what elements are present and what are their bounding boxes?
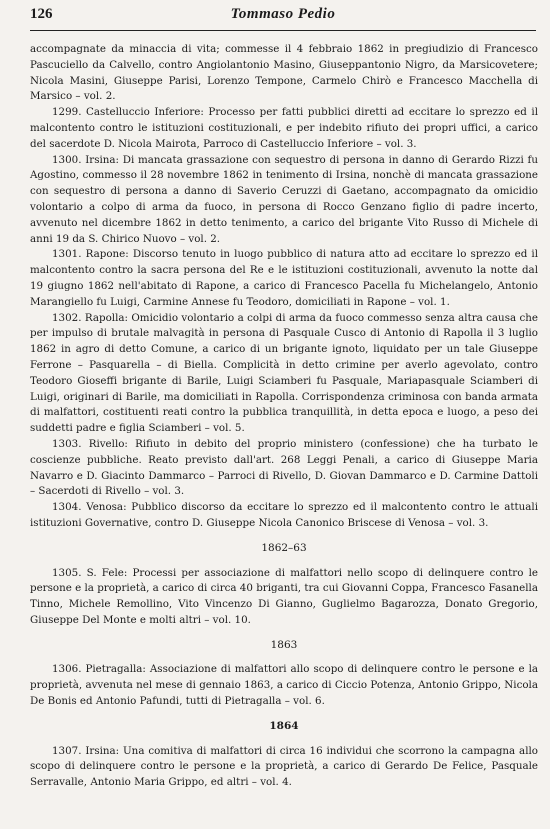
entry-continuation: accompagnate da minaccia di vita; commesse il 4 febbraio 1862 in pregiudizio di Francesco Pascuciello da Calvello, contro Angiolantonio Masino, Giuseppantonio Nigro, da Marsicovetere; Nicola Masini, Giuseppe Parisi, Lorenzo Tempone, Carmelo Chirò e Francesco Macchella di Marsico – vol. 2. xyxy=(30,43,538,103)
header-rule xyxy=(30,30,536,31)
entry-1302: 1302. Rapolla: Omicidio volontario a colpi di arma da fuoco commesso senza altra causa che per impulso di brutale malvagità in persona di Pasquale Cusco di Antonio di Rapolla il 3 luglio 1862 in agro di detto Comune, a carico di un brigante ignoto, liquidato per un tale Giuseppe Ferrone – Pasquarella – di Biella. Complicità in detto crimine per averlo agevolato, contro Teodoro Gioseffi brigante di Barile, Luigi Sciamberi fu Pasquale, Mariapasquale Sciamberi di Luigi, originari di Barile, ma domiciliati in Rapolla. Corrispondenza criminosa con banda armata di malfattori, costituenti reati contro la pubblica tranquillità, in detta epoca e luogo, a peso dei suddetti padre e figlia Sciamberi – vol. 5. xyxy=(30,311,538,435)
running-title: Tommaso Pedio xyxy=(230,6,336,22)
page-number: 126 xyxy=(30,6,53,22)
entry-1303: 1303. Rivello: Rifiuto in debito del proprio ministero (confessione) che ha turbato le coscienze pubbliche. Reato previsto dall'art. 268 Leggi Penali, a carico di Giuseppe Maria Navarro e D. Giacinto Dammarco – Parroci di Rivello, D. Giovan Dammarco e D. Carmine Dattoli – Sacerdoti di Rivello – vol. 3. xyxy=(30,437,538,498)
entry-1304: 1304. Venosa: Pubblico discorso da eccitare lo sprezzo ed il malcontento contro le attuali istituzioni Governative, contro D. Giuseppe Nicola Canonico Briscese di Venosa – vol. 3. xyxy=(30,501,538,529)
entry-1306: 1306. Pietragalla: Associazione di malfattori allo scopo di delinquere contro le persone e la proprietà, avvenuta nel mese di gennaio 1863, a carico di Ciccio Potenza, Antonio Grippo, Nicola De Bonis ed Antonio Pafundi, tutti di Pietragalla – vol. 6. xyxy=(30,663,538,708)
year-heading-1862-63: 1862–63 xyxy=(261,541,307,554)
entry-1301: 1301. Rapone: Discorso tenuto in luogo pubblico di natura atto ad eccitare lo sprezzo ed il malcontento contro la sacra persona del Re e le istituzioni costituzionali, avvenuto la notte dal 19 giugno 1862 nell'abitato di Rapone, a carico di Francesco Pacella fu Michelangelo, Antonio Marangiello fu Luigi, Carmine Annese fu Teodoro, domiciliati in Rapone – vol. 1. xyxy=(30,248,538,308)
year-heading-1864: 1864 xyxy=(269,719,299,732)
entry-1307: 1307. Irsina: Una comitiva di malfattori di circa 16 individui che scorrono la campagna allo scopo di delinquere contro le persone e la proprietà, a carico di Gerardo De Felice, Pasquale Serravalle, Antonio Maria Grippo, ed altri – vol. 4. xyxy=(30,744,538,789)
entry-1300: 1300. Irsina: Di mancata grassazione con sequestro di persona in danno di Gerardo Rizzi fu Agostino, commesso il 28 novembre 1862 in tenimento di Irsina, nonchè di mancata grassazione con sequestro di persona a danno di Saverio Ceruzzi di Gaetano, accompagnato da omicidio volontario a colpo di arma da fuoco, in persona di Rocco Genzano figlio di padre incerto, avvenuto nel dicembre 1862 in detto tenimento, a carico del brigante Vito Russo di Michele di anni 19 da S. Chirico Nuovo – vol. 2. xyxy=(30,153,538,245)
year-heading-1863: 1863 xyxy=(270,638,298,651)
entry-1299: 1299. Castelluccio Inferiore: Processo per fatti pubblici diretti ad eccitare lo sprezzo ed il malcontento contro le istituzioni costituzionali, e per indebito rifiuto dei propri uffici, a carico del sacerdote D. Nicola Mairota, Parroco di Castelluccio Inferiore – vol. 3. xyxy=(30,106,538,150)
entry-1305: 1305. S. Fele: Processi per associazione di malfattori nello scopo di delinquere contro le persone e la proprietà, a carico di circa 40 briganti, tra cui Giovanni Coppa, Francesco Fasanella Tinno, Michele Remollino, Vito Vincenzo Di Gianno, Guglielmo Bagarozza, Donato Gregorio, Giuseppe Del Monte e molti altri – vol. 10. xyxy=(30,566,538,626)
page-body xyxy=(30,42,538,791)
page-header xyxy=(30,6,536,28)
